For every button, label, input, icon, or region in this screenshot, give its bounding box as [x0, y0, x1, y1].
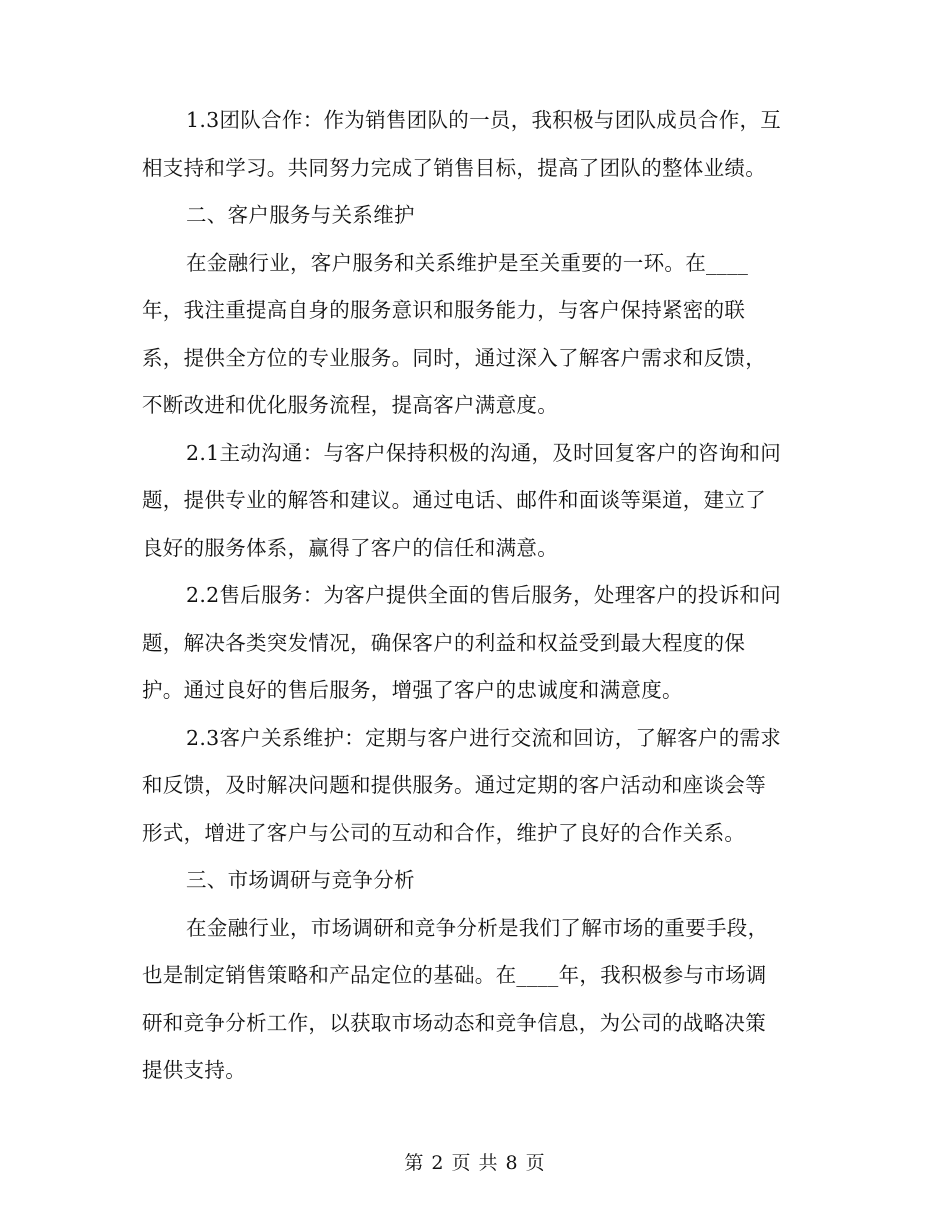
paragraph-customer-service-intro	[142, 240, 808, 430]
paragraph-market-research-intro	[142, 905, 808, 1095]
text-line: 2.3客户关系维护：定期与客户进行交流和回访，了解客户的需求	[186, 725, 782, 750]
text-line: 在金融行业，客户服务和关系维护是至关重要的一环。在____	[186, 250, 749, 275]
paragraph-team-cooperation	[142, 97, 808, 192]
text-line: 和反馈，及时解决问题和提供服务。通过定期的客户活动和座谈会等	[142, 773, 766, 797]
paragraph-customer-relationship	[142, 715, 808, 858]
text-line: 在金融行业，市场调研和竞争分析是我们了解市场的重要手段，	[186, 915, 769, 940]
text-line: 年，我注重提高自身的服务意识和服务能力，与客户保持紧密的联	[142, 298, 746, 322]
text-line: 研和竞争分析工作，以获取市场动态和竞争信息，为公司的战略决策	[142, 1010, 766, 1035]
paragraph-after-sales-service	[142, 572, 808, 715]
paragraph-active-communication	[142, 430, 808, 573]
text-line: 2.2售后服务：为客户提供全面的售后服务，处理客户的投诉和问	[186, 583, 782, 607]
page-number-footer: 第 2 页 共 8 页	[404, 1152, 546, 1174]
text-line: 相支持和学习。共同努力完成了销售目标，提高了团队的整体业绩。	[142, 155, 766, 180]
text-line: 提供支持。	[142, 1058, 246, 1082]
text-line: 2.1主动沟通：与客户保持积极的沟通，及时回复客户的咨询和问	[186, 440, 782, 465]
document-body	[142, 97, 808, 1095]
text-line: 题，解决各类突发情况，确保客户的利益和权益受到最大程度的保	[142, 630, 746, 655]
text-line: 形式，增进了客户与公司的互动和合作，维护了良好的合作关系。	[142, 820, 746, 845]
text-line: 1.3团队合作：作为销售团队的一员，我积极与团队成员合作，互	[186, 108, 782, 132]
section-heading-customer-service	[142, 192, 808, 240]
section-heading-text: 二、客户服务与关系维护	[186, 203, 415, 227]
section-heading-market-research	[142, 857, 808, 905]
section-heading-text: 三、市场调研与竞争分析	[186, 868, 415, 892]
text-line: 系，提供全方位的专业服务。同时，通过深入了解客户需求和反馈，	[142, 345, 766, 370]
text-line: 不断改进和优化服务流程，提高客户满意度。	[142, 393, 558, 417]
text-line: 护。通过良好的售后服务，增强了客户的忠诚度和满意度。	[142, 678, 683, 702]
text-line: 良好的服务体系，赢得了客户的信任和满意。	[142, 535, 558, 560]
text-line: 题，提供专业的解答和建议。通过电话、邮件和面谈等渠道，建立了	[142, 488, 766, 512]
text-line: 也是制定销售策略和产品定位的基础。在____年，我积极参与市场调	[142, 963, 767, 987]
